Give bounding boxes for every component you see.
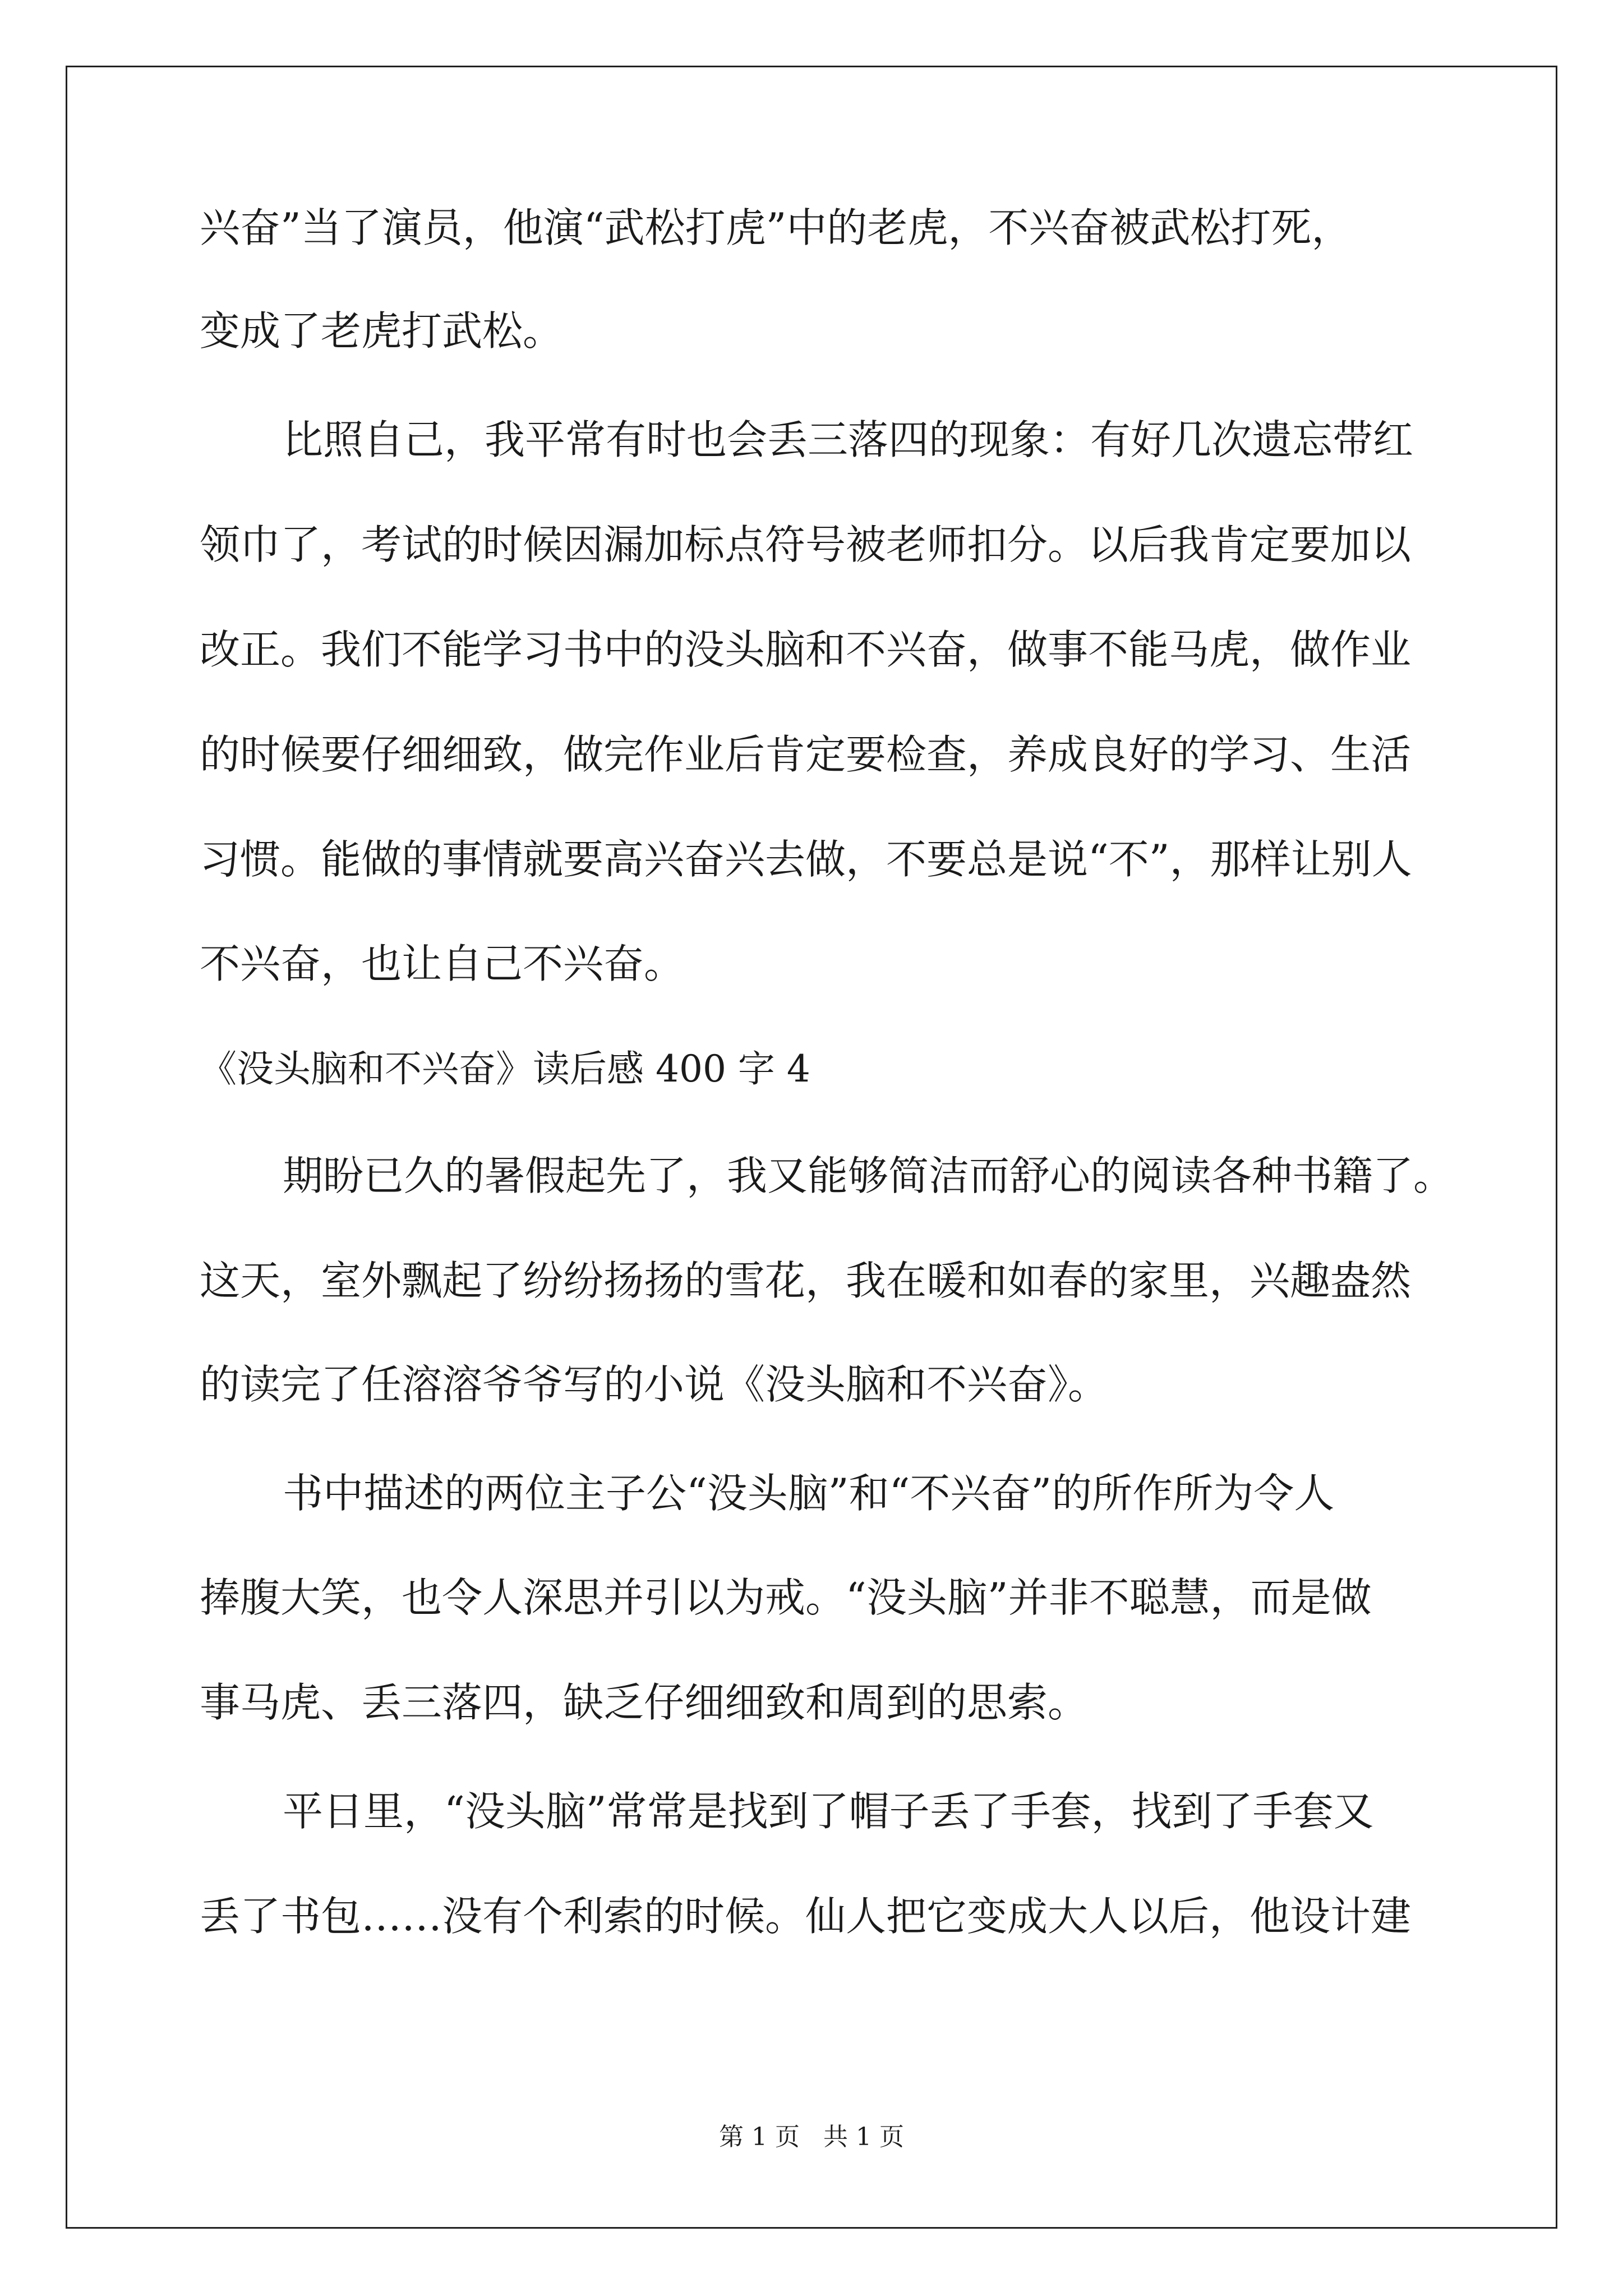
page-footer: 第 1 页 共 1 页 (719, 2123, 904, 2151)
paragraph-line: 事马虎、丢三落四，缺乏仔细细致和周到的思索。 (200, 1679, 1089, 1726)
paragraph-line: 兴奋”当了演员，他演“武松打虎”中的老虎，不兴奋被武松打死， (200, 204, 1352, 251)
paragraph-line: 平日里，“没头脑”常常是找到了帽子丢了手套，找到了手套又 (283, 1788, 1374, 1835)
paragraph-line: 不兴奋，也让自己不兴奋。 (200, 940, 685, 987)
paragraph-line: 比照自己，我平常有时也会丢三落四的现象：有好几次遗忘带红 (283, 416, 1414, 463)
paragraph-line: 领巾了，考试的时候因漏加标点符号被老师扣分。以后我肯定要加以 (200, 521, 1412, 568)
paragraph-line: 的时候要仔细细致，做完作业后肯定要检查，养成良好的学习、生活 (200, 731, 1412, 778)
paragraph-line: 捧腹大笑，也令人深思并引以为戒。“没头脑”并非不聪慧，而是做 (200, 1574, 1372, 1621)
paragraph-line: 的读完了任溶溶爷爷写的小说《没头脑和不兴奋》。 (200, 1361, 1109, 1408)
paragraph-line: 书中描述的两位主子公“没头脑”和“不兴奋”的所作所为令人 (283, 1470, 1335, 1517)
section-heading: 《没头脑和不兴奋》读后感 400 字 4 (200, 1047, 810, 1091)
paragraph-line: 丢了书包……没有个利索的时候。仙人把它变成大人以后，他设计建 (200, 1893, 1412, 1940)
paragraph-line: 习惯。能做的事情就要高兴奋兴去做，不要总是说“不”，那样让别人 (200, 836, 1412, 883)
paragraph-line: 变成了老虎打武松。 (200, 307, 564, 355)
paragraph-line: 改正。我们不能学习书中的没头脑和不兴奋，做事不能马虎，做作业 (200, 626, 1412, 673)
paragraph-line: 期盼已久的暑假起先了，我又能够简洁而舒心的阅读各种书籍了。 (283, 1152, 1454, 1199)
paragraph-line: 这天，室外飘起了纷纷扬扬的雪花，我在暖和如春的家里，兴趣盎然 (200, 1257, 1412, 1304)
